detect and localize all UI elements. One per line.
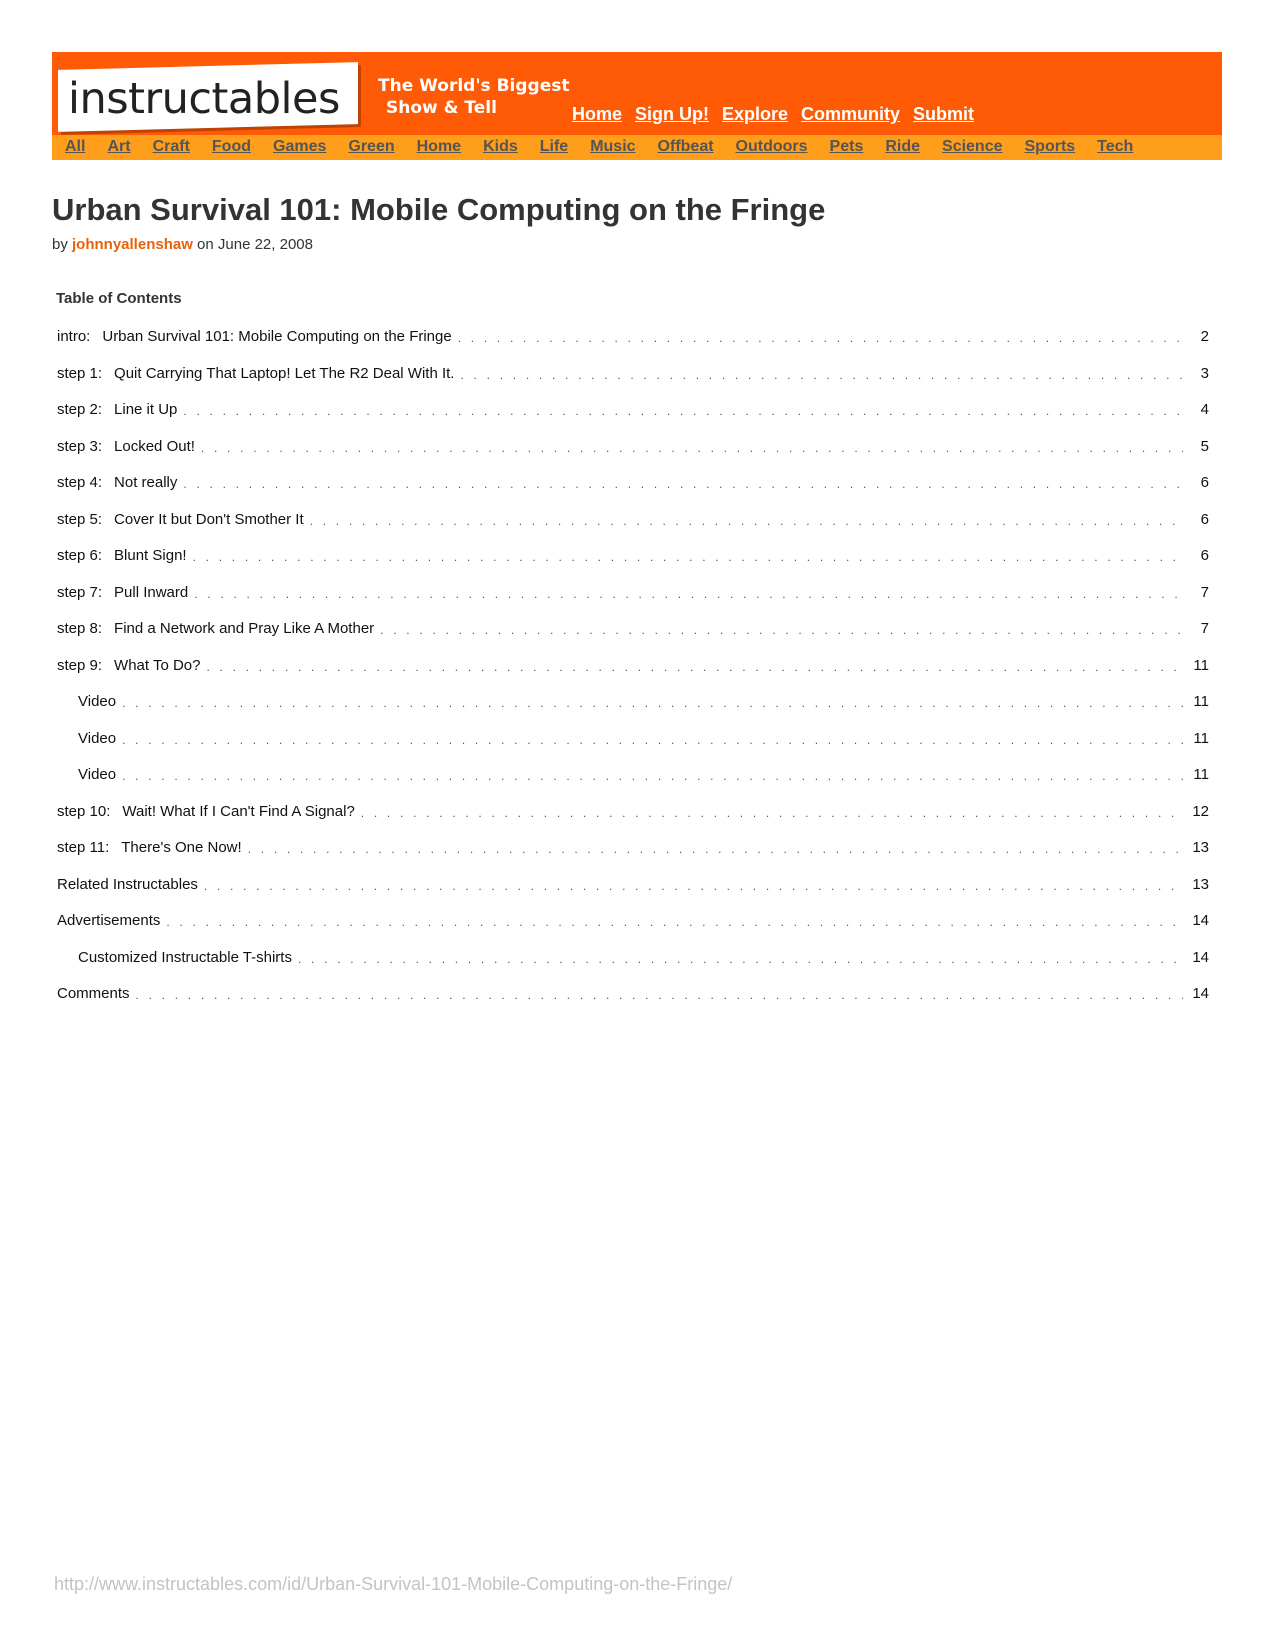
- byline: [52, 236, 313, 253]
- toc-entry-prefix: step 11:: [57, 839, 110, 856]
- toc-entry-label: Urban Survival 101: Mobile Computing on the Fringe: [102, 328, 452, 345]
- toc-page-number: 11: [1193, 729, 1209, 747]
- toc-entry-prefix: step 2:: [57, 401, 103, 418]
- category-link-kids[interactable]: Kids: [483, 138, 518, 155]
- toc-entry-prefix: step 8:: [57, 620, 103, 637]
- nav-signup-link[interactable]: Sign Up!: [635, 104, 710, 124]
- toc-dot-leader: [361, 803, 1183, 823]
- toc-entry-label: Quit Carrying That Laptop! Let The R2 Deal With It.: [114, 364, 455, 382]
- toc-entry-prefix: step 3:: [57, 437, 103, 455]
- nav-home-link[interactable]: Home: [572, 104, 623, 124]
- toc-entry-label: Customized Instructable T-shirts: [78, 948, 292, 966]
- category-link-home[interactable]: Home: [416, 138, 462, 155]
- toc-entry[interactable]: [57, 803, 1209, 840]
- category-link-all[interactable]: All: [65, 138, 86, 155]
- toc-entry[interactable]: [57, 474, 1209, 511]
- category-link-green[interactable]: Green: [348, 138, 395, 155]
- byline-prefix: by: [52, 236, 68, 253]
- toc-entry-label: There's One Now!: [121, 839, 242, 856]
- toc-page-number: 4: [1200, 401, 1209, 418]
- logo-text[interactable]: instructables: [68, 74, 340, 124]
- toc-dot-leader: [248, 839, 1183, 859]
- toc-entry-label: Cover It but Don't Smother It: [114, 510, 304, 528]
- toc-entry-label: Related Instructables: [57, 875, 198, 893]
- toc-dot-leader: [183, 401, 1183, 421]
- nav-community-link[interactable]: Community: [801, 104, 901, 124]
- site-header: [52, 52, 1222, 160]
- toc-page-number: 7: [1200, 620, 1209, 637]
- toc-entry-label: Comments: [57, 985, 130, 1002]
- toc-page-number: 14: [1192, 985, 1209, 1002]
- toc-entry[interactable]: [57, 985, 1209, 1022]
- nav-submit-link[interactable]: Submit: [913, 104, 975, 124]
- toc-page-number: 14: [1192, 912, 1209, 929]
- publish-date: on June 22, 2008: [197, 236, 313, 253]
- category-link-outdoors[interactable]: Outdoors: [735, 138, 808, 155]
- toc-entry[interactable]: [57, 401, 1209, 438]
- category-link-pets[interactable]: Pets: [829, 138, 864, 155]
- toc-entry-prefix: step 1:: [57, 364, 103, 382]
- category-nav: [65, 136, 1133, 158]
- toc-dot-leader: [201, 438, 1183, 458]
- toc-dot-leader: [136, 985, 1183, 1005]
- nav-explore-link[interactable]: Explore: [722, 104, 789, 124]
- toc-dot-leader: [193, 547, 1183, 567]
- toc-page-number: 5: [1200, 437, 1209, 455]
- toc-page-number: 3: [1200, 364, 1209, 382]
- toc-entry[interactable]: [57, 620, 1209, 657]
- toc-page-number: 11: [1193, 693, 1209, 710]
- toc-entry-prefix: step 10:: [57, 802, 111, 820]
- toc-page-number: 13: [1192, 839, 1209, 856]
- author-link[interactable]: johnnyallenshaw: [72, 236, 193, 253]
- toc-entry[interactable]: [57, 365, 1209, 402]
- toc-entry-label: Video: [78, 766, 117, 783]
- tagline-line-1: The World's Biggest: [378, 76, 570, 96]
- page-title: Urban Survival 101: Mobile Computing on the Fringe: [52, 192, 826, 227]
- toc-page-number: 7: [1200, 583, 1209, 601]
- toc-entry[interactable]: [57, 657, 1209, 694]
- category-link-offbeat[interactable]: Offbeat: [657, 138, 714, 155]
- toc-entry-prefix: step 6:: [57, 547, 103, 564]
- toc-entry-prefix: step 4:: [57, 474, 103, 491]
- toc-entry-label: Find a Network and Pray Like A Mother: [114, 620, 375, 637]
- category-link-sports[interactable]: Sports: [1024, 138, 1076, 155]
- toc-page-number: 6: [1200, 474, 1209, 491]
- toc-dot-leader: [310, 511, 1183, 531]
- toc-entry-label: What To Do?: [114, 656, 201, 674]
- toc-dot-leader: [298, 949, 1183, 969]
- category-link-life[interactable]: Life: [539, 138, 569, 155]
- toc-page-number: 6: [1200, 547, 1209, 564]
- toc-entry[interactable]: [57, 328, 1209, 365]
- category-link-science[interactable]: Science: [942, 138, 1003, 155]
- toc-entry-label: Advertisements: [57, 912, 161, 929]
- toc-page-number: 13: [1192, 875, 1209, 893]
- category-link-tech[interactable]: Tech: [1097, 138, 1134, 155]
- toc-entry-label: Video: [78, 729, 117, 747]
- toc-entry-label: Locked Out!: [114, 437, 195, 455]
- header-banner: [52, 52, 1222, 135]
- toc-entry-label: Blunt Sign!: [114, 547, 187, 564]
- toc-entry-label: Video: [78, 693, 117, 710]
- toc-dot-leader: [458, 328, 1183, 348]
- category-link-ride[interactable]: Ride: [885, 138, 921, 155]
- toc-entry-label: Wait! What If I Can't Find A Signal?: [122, 802, 355, 820]
- toc-dot-leader: [206, 657, 1183, 677]
- toc-page-number: 2: [1200, 328, 1209, 345]
- toc-page-number: 11: [1193, 766, 1209, 783]
- category-link-art[interactable]: Art: [107, 138, 131, 155]
- toc-entry[interactable]: [57, 730, 1209, 767]
- toc-dot-leader: [122, 766, 1183, 786]
- toc-page-number: 11: [1193, 656, 1209, 674]
- toc-page-number: 6: [1200, 510, 1209, 528]
- toc-entry-prefix: step 9:: [57, 656, 103, 674]
- toc-dot-leader: [183, 474, 1183, 494]
- toc-entry[interactable]: [57, 693, 1209, 730]
- toc-dot-leader: [166, 912, 1183, 932]
- category-link-games[interactable]: Games: [273, 138, 327, 155]
- toc-entry[interactable]: [57, 438, 1209, 475]
- toc-dot-leader: [122, 693, 1183, 713]
- toc-page-number: 14: [1192, 948, 1209, 966]
- toc-dot-leader: [122, 730, 1183, 750]
- toc-entry[interactable]: [57, 912, 1209, 949]
- tagline: [378, 75, 570, 119]
- category-link-music[interactable]: Music: [590, 138, 636, 155]
- toc-entry[interactable]: [57, 547, 1209, 584]
- toc-dot-leader: [380, 620, 1183, 640]
- table-of-contents: [57, 328, 1209, 1022]
- toc-dot-leader: [204, 876, 1183, 896]
- toc-entry[interactable]: [57, 949, 1209, 986]
- toc-entry[interactable]: [57, 511, 1209, 548]
- toc-dot-leader: [460, 365, 1183, 385]
- toc-page-number: 12: [1192, 802, 1209, 820]
- toc-entry-label: Not really: [114, 474, 178, 491]
- category-link-food[interactable]: Food: [211, 138, 251, 155]
- toc-entry-prefix: intro:: [57, 328, 91, 345]
- category-link-craft[interactable]: Craft: [152, 138, 190, 155]
- toc-entry-prefix: step 5:: [57, 510, 103, 528]
- toc-entry-label: Pull Inward: [114, 583, 189, 601]
- toc-entry-label: Line it Up: [114, 401, 178, 418]
- toc-entry-prefix: step 7:: [57, 583, 103, 601]
- tagline-line-2: Show & Tell: [386, 98, 497, 118]
- toc-entry[interactable]: [57, 766, 1209, 803]
- toc-heading: Table of Contents: [56, 290, 182, 307]
- toc-dot-leader: [194, 584, 1183, 604]
- toc-entry[interactable]: [57, 876, 1209, 913]
- footer-url[interactable]: http://www.instructables.com/id/Urban-Survival-101-Mobile-Computing-on-the-Fringe/: [54, 1574, 733, 1594]
- top-nav: [572, 104, 974, 125]
- toc-entry[interactable]: [57, 839, 1209, 876]
- toc-entry[interactable]: [57, 584, 1209, 621]
